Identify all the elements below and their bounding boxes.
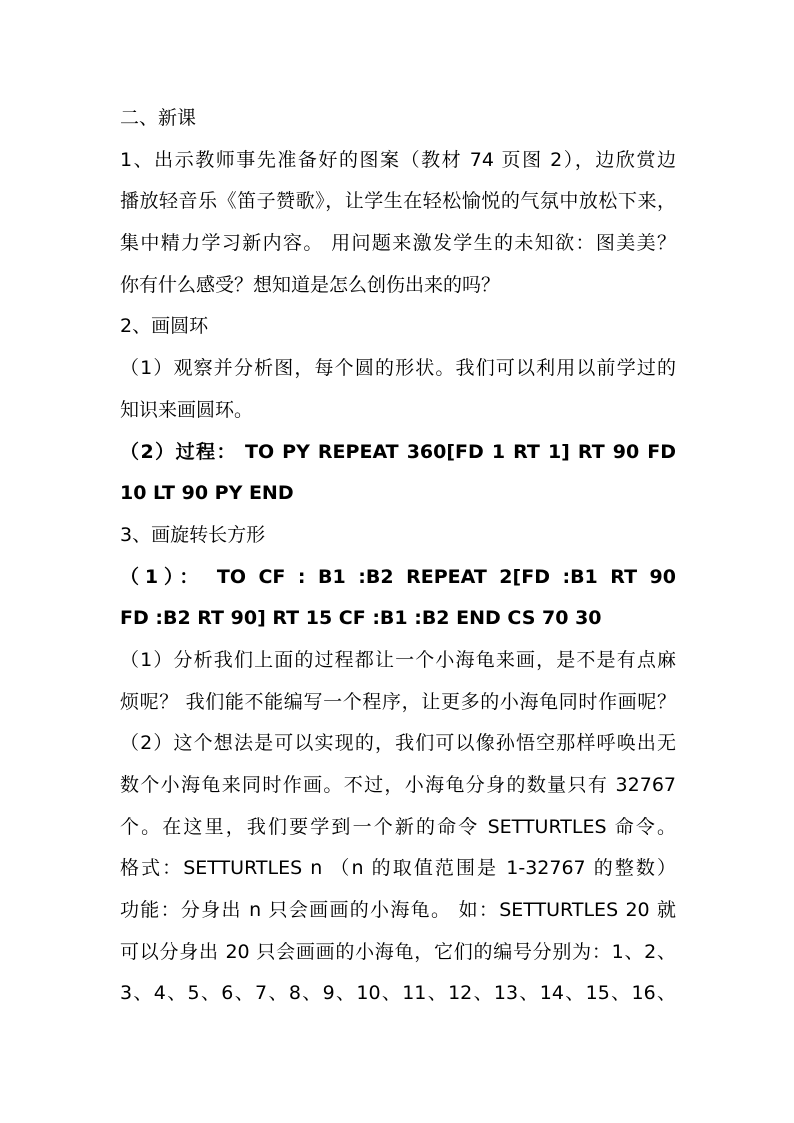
code-line: FD :B2 RT 90] RT 15 CF :B1 :B2 END CS 70 30 [120,607,602,630]
paragraph-line: （1）观察并分析图，每个圆的形状。我们可以利用以前学过的 [120,357,676,380]
paragraph-line: 知识来画圆环。 [120,398,254,421]
subsection-heading: 3、画旋转长方形 [120,523,266,546]
code-line: （2）过程： TO PY REPEAT 360[FD 1 RT 1] RT 90 FD [120,440,676,463]
paragraph-line: 数个小海龟来同时作画。不过，小海龟分身的数量只有 32767 [120,774,676,796]
paragraph-line: （1）分析我们上面的过程都让一个小海龟来画，是不是有点麻 [120,648,676,671]
paragraph-line: 播放轻音乐《笛子赞歌》，让学生在轻松愉悦的气氛中放松下来， [120,190,676,213]
paragraph-line: 可以分身出 20 只会画画的小海龟，它们的编号分别为：1、2、 [120,940,676,963]
paragraph-line: 你有什么感受？想知道是怎么创伤出来的吗？ [120,273,501,296]
code-line: （1）： TO CF : B1 :B2 REPEAT 2[FD :B1 RT 90 [120,565,676,588]
paragraph-line: 个。在这里，我们要学到一个新的命令 SETTURTLES 命令。 [120,815,676,838]
subsection-heading: 2、画圆环 [120,315,209,338]
document-page [120,98,676,1015]
paragraph-line: 烦呢？ 我们能不能编写一个程序，让更多的小海龟同时作画呢？ [120,690,676,713]
paragraph-line: 集中精力学习新内容。 用问题来激发学生的未知欲：图美美？ [120,232,676,255]
paragraph-line: 格式：SETTURTLES n （n 的取值范围是 1-32767 的整数） [120,857,676,880]
code-line: 10 LT 90 PY END [120,482,294,505]
paragraph-line: （2）这个想法是可以实现的，我们可以像孙悟空那样呼唤出无 [120,732,676,755]
paragraph-line: 1、出示教师事先准备好的图案（教材 74 页图 2），边欣赏边 [120,148,676,171]
paragraph-line: 功能：分身出 n 只会画画的小海龟。 如：SETTURTLES 20 就 [120,899,676,922]
paragraph-line: 3、4、5、6、7、8、9、10、11、12、13、14、15、16、 [120,982,676,1005]
section-heading: 二、新课 [120,107,197,129]
